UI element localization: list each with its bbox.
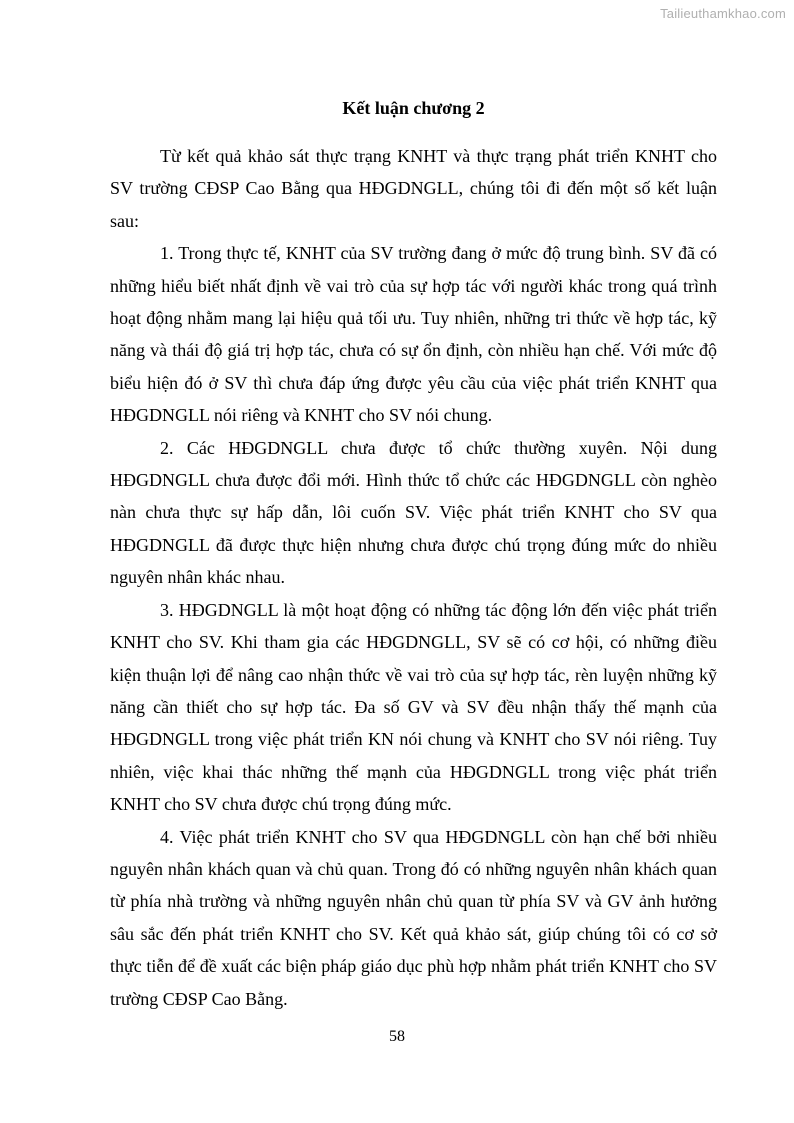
page-number: 58 (389, 1028, 405, 1045)
chapter-heading: Kết luận chương 2 (342, 98, 485, 118)
intro-paragraph: Từ kết quả khảo sát thực trạng KNHT và thực trạng phát triển KNHT cho SV trường CĐSP Cao Bằng qua HĐGDNGLL, chúng tôi đi đến một số kết luận sau: (110, 146, 717, 231)
conclusion-paragraph-1: 1. Trong thực tế, KNHT của SV trường đang ở mức độ trung bình. SV đã có những hiểu biết nhất định về vai trò của sự hợp tác với người khác trong quá trình hoạt động nhằm mang lại hiệu quả tối ưu. Tuy nhiên, những tri thức về hợp tác, kỹ năng và thái độ giá trị hợp tác, chưa có sự ổn định, còn nhiều hạn chế. Với mức độ biểu hiện đó ở SV thì chưa đáp ứng được yêu cầu của việc phát triển KNHT qua HĐGDNGLL nói riêng và KNHT cho SV nói chung. (110, 243, 717, 426)
watermark: Tailieuthamkhao.com (660, 6, 786, 21)
conclusion-paragraph-3: 3. HĐGDNGLL là một hoạt động có những tác động lớn đến việc phát triển KNHT cho SV. Khi tham gia các HĐGDNGLL, SV sẽ có cơ hội, có những điều kiện thuận lợi để nâng cao nhận thức về vai trò của sự hợp tác, rèn luyện những kỹ năng cần thiết cho sự hợp tác. Đa số GV và SV đều nhận thấy thế mạnh của HĐGDNGLL trong việc phát triển KN nói chung và KNHT cho SV nói riêng. Tuy nhiên, việc khai thác những thế mạnh của HĐGDNGLL trong việc phát triển KNHT cho SV chưa được chú trọng đúng mức. (110, 599, 717, 815)
conclusion-paragraph-4: 4. Việc phát triển KNHT cho SV qua HĐGDNGLL còn hạn chế bởi nhiều nguyên nhân khách quan và chủ quan. Trong đó có những nguyên nhân khách quan từ phía nhà trường và những nguyên nhân chủ quan từ phía SV và GV ảnh hưởng sâu sắc đến phát triển KNHT cho SV. Kết quả khảo sát, giúp chúng tôi có cơ sở thực tiễn để đề xuất các biện pháp giáo dục phù hợp nhằm phát triển KNHT cho SV trường CĐSP Cao Bằng. (110, 826, 717, 1009)
page-content (110, 95, 717, 1015)
conclusion-paragraph-2: 2. Các HĐGDNGLL chưa được tổ chức thường xuyên. Nội dung HĐGDNGLL chưa được đổi mới. Hình thức tổ chức các HĐGDNGLL còn nghèo nàn chưa thực sự hấp dẫn, lôi cuốn SV. Việc phát triển KNHT cho SV qua HĐGDNGLL đã được thực hiện nhưng chưa được chú trọng đúng mức do nhiều nguyên nhân khác nhau. (110, 437, 717, 588)
